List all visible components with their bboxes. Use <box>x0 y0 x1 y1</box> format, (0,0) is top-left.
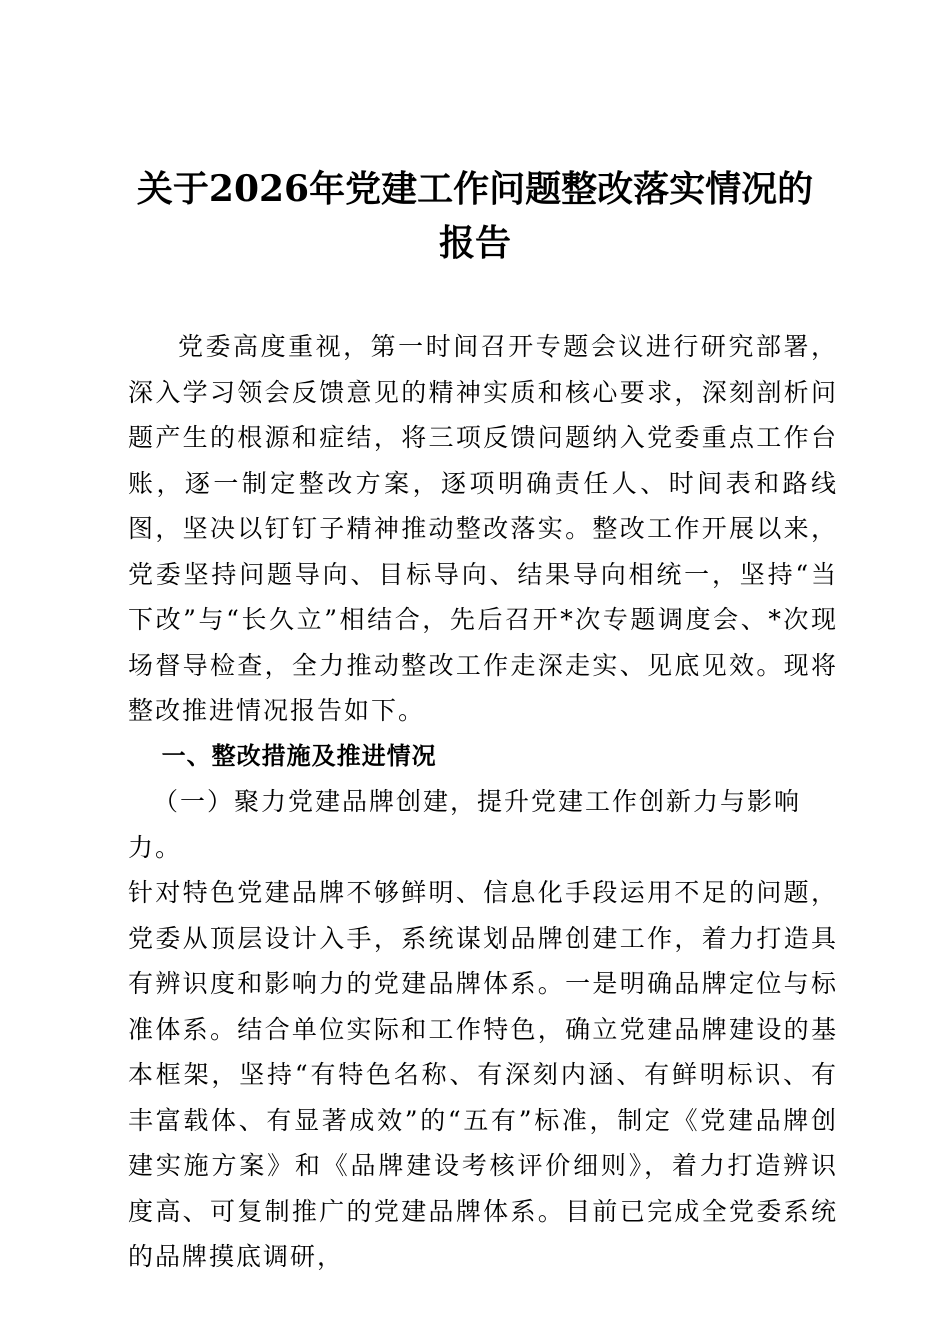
section-heading: 一、整改措施及推进情况 <box>161 741 437 770</box>
document-body <box>128 324 838 1280</box>
intro-paragraph: 党委高度重视，第一时间召开专题会议进行研究部署，深入学习领会反馈意见的精神实质和核心要求，深刻剖析问题产生的根源和症结，将三项反馈问题纳入党委重点工作台账，逐一制定整改方案，逐项明确责任人、时间表和路线图，坚决以钉钉子精神推动整改落实。整改工作开展以来，党委坚持问题导向、目标导向、结果导向相统一，坚持“当下改”与“长久立”相结合，先后召开*次专题调度会、*次现场督导检查，全力推动整改工作走深走实、见底见效。现将整改推进情况报告如下。 <box>128 332 838 725</box>
subsection-heading: （一）聚力党建品牌创建，提升党建工作创新力与影响力。 <box>128 787 802 862</box>
subsection-body: 针对特色党建品牌不够鲜明、信息化手段运用不足的问题，党委从顶层设计入手，系统谋划品牌创建工作，着力打造具有辨识度和影响力的党建品牌体系。一是明确品牌定位与标准体系。结合单位实际和工作特色，确立党建品牌建设的基本框架，坚持“有特色名称、有深刻内涵、有鲜明标识、有丰富载体、有显著成效”的“五有”标准，制定《党建品牌创建实施方案》和《品牌建设考核评价细则》，着力打造辨识度高、可复制推广的党建品牌体系。目前已完成全党委系统的品牌摸底调研， <box>128 878 838 1271</box>
document-title: 关于2026年党建工作问题整改落实情况的报告 <box>136 168 814 264</box>
